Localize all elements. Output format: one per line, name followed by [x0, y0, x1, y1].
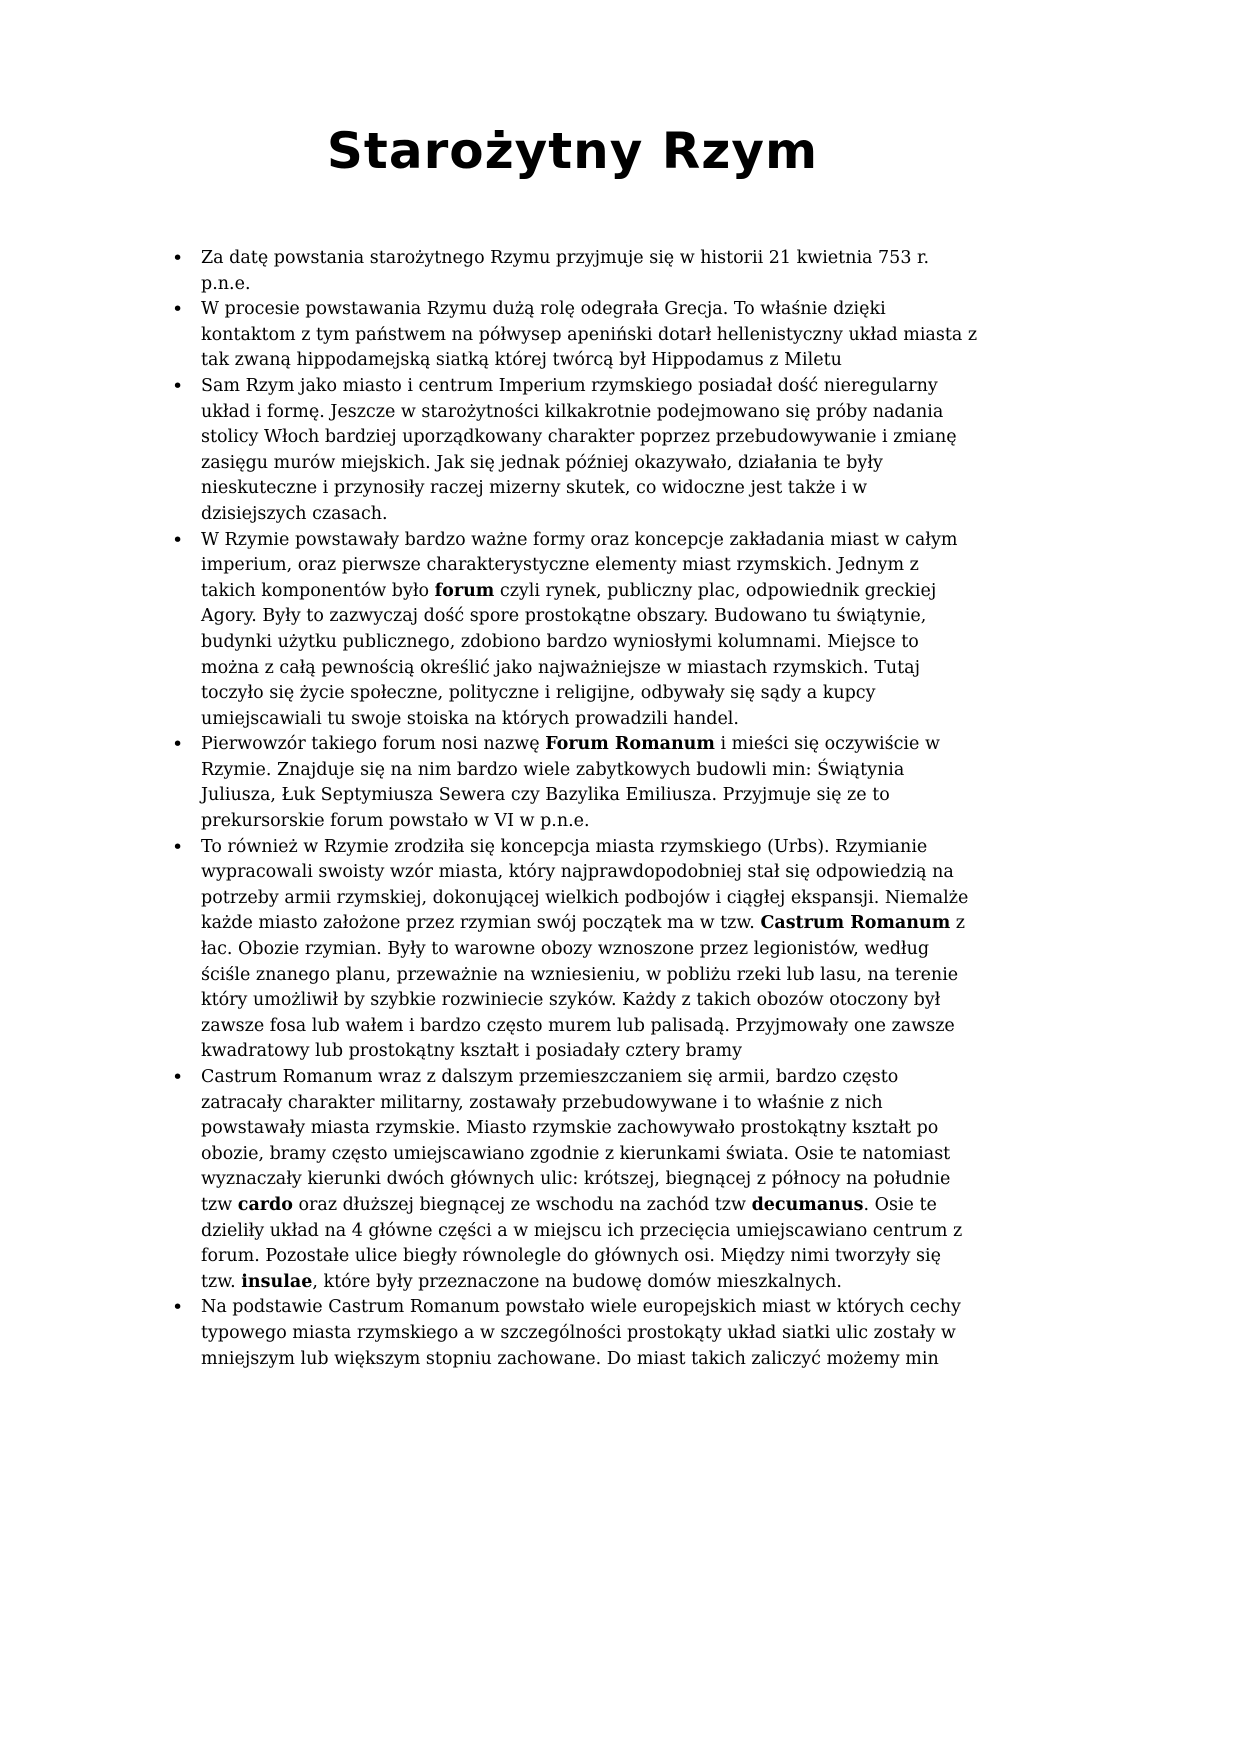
list-item	[170, 297, 978, 374]
bold-text: forum	[434, 580, 495, 601]
text-run: W procesie powstawania Rzymu dużą rolę odegrała Grecja. To właśnie dzięki kontaktom z tym państwem na półwysep apeniński dotarł hellenistyczny układ miasta z tak zwaną hippodamejską siatką której twórcą był Hippodamus z Miletu	[201, 299, 978, 371]
text-run: z łac. Obozie rzymian. Były to warowne obozy wznoszone przez legionistów, według ściśle znanego planu, przeważnie na wzniesieniu, w pobliżu rzeki lub lasu, na terenie który umożliwił by szybkie rozwiniecie szyków. Każdy z takich obozów otoczony był zawsze fosa lub wałem i bardzo często murem lub palisadą. Przyjmowały one zawsze kwadratowy lub prostokątny kształt i posiadały cztery bramy	[201, 913, 966, 1062]
bold-text: insulae	[241, 1271, 313, 1292]
bold-text: Forum Romanum	[545, 734, 715, 755]
bold-text: Castrum Romanum	[760, 913, 951, 934]
text-run: Sam Rzym jako miasto i centrum Imperium rzymskiego posiadał dość nieregularny układ i formę. Jeszcze w starożytności kilkakrotnie podejmowano się próby nadania stolicy Włoch bardziej uporządkowany charakter poprzez przebudowywanie i zmianę zasięgu murów miejskich. Jak się jednak później okazywało, działania te były nieskuteczne i przynosiły raczej mizerny skutek, co widoczne jest także i w dzisiejszych czasach.	[201, 375, 957, 524]
text-run: oraz dłuższej biegnącej ze wschodu na zachód tzw	[292, 1194, 752, 1215]
list-item	[170, 528, 978, 733]
bullet-list	[170, 246, 978, 1372]
text-run: Za datę powstania starożytnego Rzymu przyjmuje się w historii 21 kwietnia 753 r. p.n.e.	[201, 248, 930, 294]
text-run: i mieści się oczywiście w Rzymie. Znajduje się na nim bardzo wiele zabytkowych budowli min: Świątynia Juliusza, Łuk Septymiusza Sewera czy Bazylika Emiliusza. Przyjmuje się ze to prekursorskie forum powstało w VI w p.n.e.	[201, 734, 940, 832]
text-run: Pierwowzór takiego forum nosi nazwę	[201, 734, 546, 755]
list-item	[170, 835, 978, 1065]
document-title: Starożytny Rzym	[326, 122, 819, 180]
text-run: . Osie te dzieliły układ na 4 główne części a w miejscu ich przecięcia umiejscawiano centrum z forum. Pozostałe ulice biegły równolegle do głównych osi. Między nimi tworzyły się tzw.	[201, 1194, 963, 1292]
text-run: W Rzymie powstawały bardzo ważne formy oraz koncepcje zakładania miast w całym imperium, oraz pierwsze charakterystyczne elementy miast rzymskich. Jednym z takich komponentów było	[201, 529, 958, 601]
list-item	[170, 246, 978, 297]
bold-text: cardo	[237, 1194, 293, 1215]
text-run: czyli rynek, publiczny plac, odpowiednik greckiej Agory. Były to zazwyczaj dość spore prostokątne obszary. Budowano tu świątynie, budynki użytku publicznego, zdobiono bardzo wyniosłymi kolumnami. Miejsce to można z całą pewnością określić jako najważniejsze w miastach rzymskich. Tutaj toczyło się życie społeczne, polityczne i religijne, odbywały się sądy a kupcy umiejscawiali tu swoje stoiska na których prowadzili handel.	[201, 580, 937, 729]
list-item	[170, 1295, 978, 1372]
text-run: To również w Rzymie zrodziła się koncepcja miasta rzymskiego (Urbs). Rzymianie wypracowali swoisty wzór miasta, który najprawdopodobniej stał się odpowiedzią na potrzeby armii rzymskiej, dokonującej wielkich podbojów i ciągłej ekspansji. Niemalże każde miasto założone przez rzymian swój początek ma w tzw.	[201, 836, 969, 934]
text-run: Na podstawie Castrum Romanum powstało wiele europejskich miast w których cechy typowego miasta rzymskiego a w szczególności prostokąty układ siatki ulic zostały w mniejszym lub większym stopniu zachowane. Do miast takich zaliczyć możemy min	[201, 1297, 961, 1369]
list-item	[170, 374, 978, 528]
bold-text: decumanus	[751, 1194, 864, 1215]
text-run: Castrum Romanum wraz z dalszym przemieszczaniem się armii, bardzo często zatracały charakter militarny, zostawały przebudowywane i to właśnie z nich powstawały miasta rzymskie. Miasto rzymskie zachowywało prostokątny kształt po obozie, bramy często umiejscawiano zgodnie z kierunkami świata. Osie te natomiast wyznaczały kierunki dwóch głównych ulic: krótszej, biegnącej z północy na południe tzw	[201, 1067, 951, 1215]
list-item	[170, 1065, 978, 1295]
text-run: , które były przeznaczone na budowę domów mieszkalnych.	[312, 1271, 842, 1292]
list-item	[170, 732, 978, 834]
